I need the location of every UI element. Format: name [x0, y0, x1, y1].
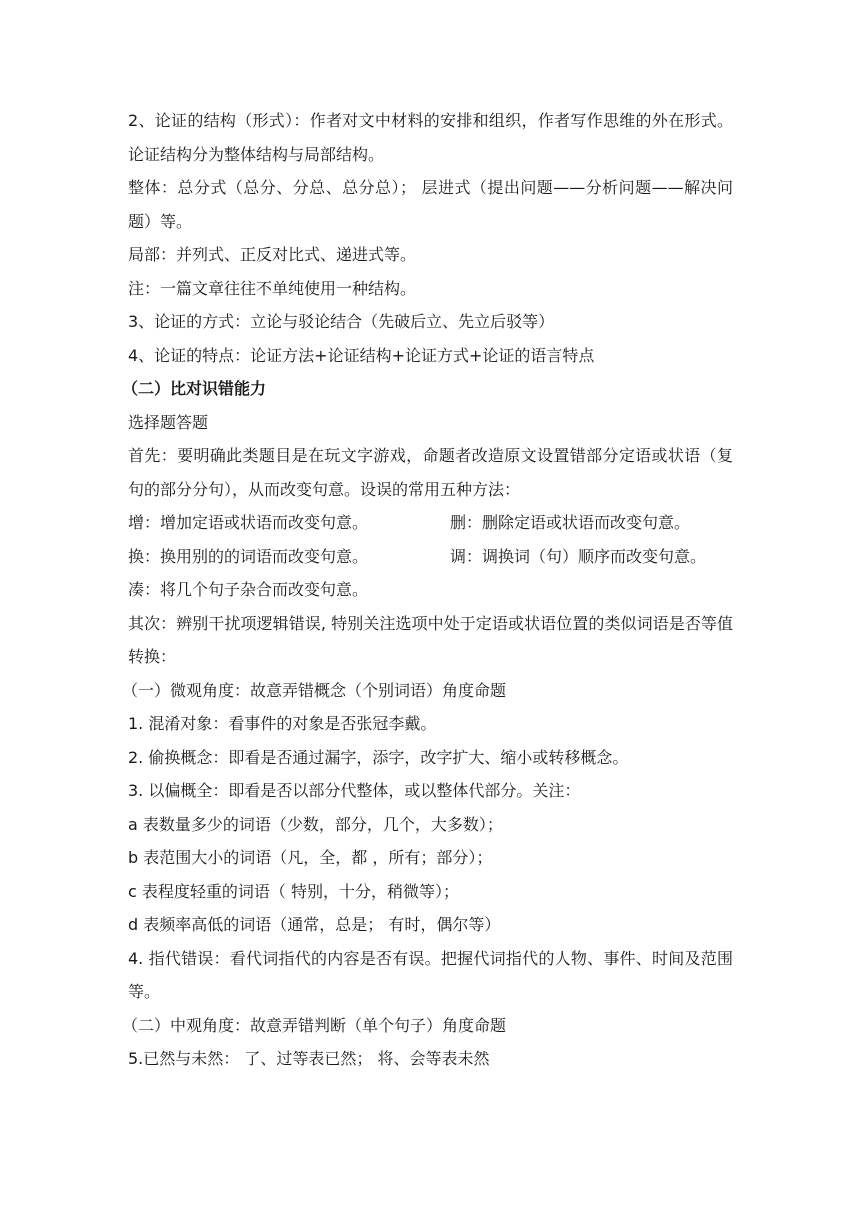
paragraph-second: 其次：辨别干扰项逻辑错误, 特别关注选项中处于定语或状语位置的类似词语是否等值转换：: [128, 613, 733, 666]
item-reference-error: 4. 指代错误：看代词指代的内容是否有误。把握代词指代的人物、事件、时间及范围等。: [128, 948, 733, 1001]
paragraph-argument-features: 4、论证的特点：论证方法+论证结构+论证方式+论证的语言特点: [128, 345, 595, 365]
item-confuse-object: 1. 混淆对象：看事件的对象是否张冠李戴。: [128, 714, 437, 733]
paragraph-overall-structure: 整体：总分式（总分、分总、总分总）； 层进式（提出问题——分析问题——解决问题）等。: [128, 178, 733, 231]
paragraph-choice-questions: 选择题答题: [128, 412, 209, 432]
subsection-micro: （一）微观角度：故意弄错概念（个别词语）角度命题: [122, 680, 507, 700]
subsection-meso: （二）中观角度：故意弄错判断（单个句子）角度命题: [122, 1015, 507, 1035]
paragraph-local-structure: 局部：并列式、正反对比式、递进式等。: [128, 245, 417, 264]
item-scope-words: b 表范围大小的词语（凡，全，都 ，所有；部分）；: [128, 848, 493, 867]
item-quantity-words: a 表数量多少的词语（少数，部分，几个，大多数）；: [128, 814, 503, 834]
item-degree-words: c 表程度轻重的词语（ 特别，十分，稍微等）；: [128, 881, 459, 901]
paragraph-argument-structure: 2、论证的结构（形式）：作者对文中材料的安排和组织，作者写作思维的外在形式。论证结构分为整体结构与局部结构。: [128, 111, 733, 164]
item-done-undone: 5.已然与未然： 了、过等表已然； 将、会等表未然: [128, 1049, 490, 1068]
paragraph-argument-method: 3、论证的方式：立论与驳论结合（先破后立、先立后驳等）: [128, 312, 555, 331]
method-row-replace-reorder: [128, 540, 733, 574]
item-frequency-words: d 表频率高低的词语（通常，总是； 有时，偶尔等）: [128, 915, 501, 934]
method-combine: 凑：将几个句子杂合而改变句意。: [128, 580, 369, 599]
method-row-add-delete: [128, 506, 733, 540]
document-body: [122, 104, 733, 1076]
method-add: 增：增加定语或状语而改变句意。: [128, 513, 369, 532]
item-swap-concept: 2. 偷换概念：即看是否通过漏字，添字，改字扩大、缩小或转移概念。: [128, 747, 629, 767]
section-heading-comparison: （二）比对识错能力: [122, 379, 267, 398]
method-reorder: 调：调换词（句）顺序而改变句意。: [450, 546, 707, 566]
method-delete: 删：删除定语或状语而改变句意。: [450, 513, 691, 532]
item-partial-whole: 3. 以偏概全：即看是否以部分代整体，或以整体代部分。关注：: [128, 781, 581, 800]
paragraph-note: 注：一篇文章往往不单纯使用一种结构。: [128, 278, 417, 298]
paragraph-first: 首先：要明确此类题目是在玩文字游戏，命题者改造原文设置错部分定语或状语（复句的部分分句），从而改变句意。设误的常用五种方法：: [128, 446, 733, 499]
method-replace: 换：换用别的的词语而改变句意。: [128, 546, 369, 566]
